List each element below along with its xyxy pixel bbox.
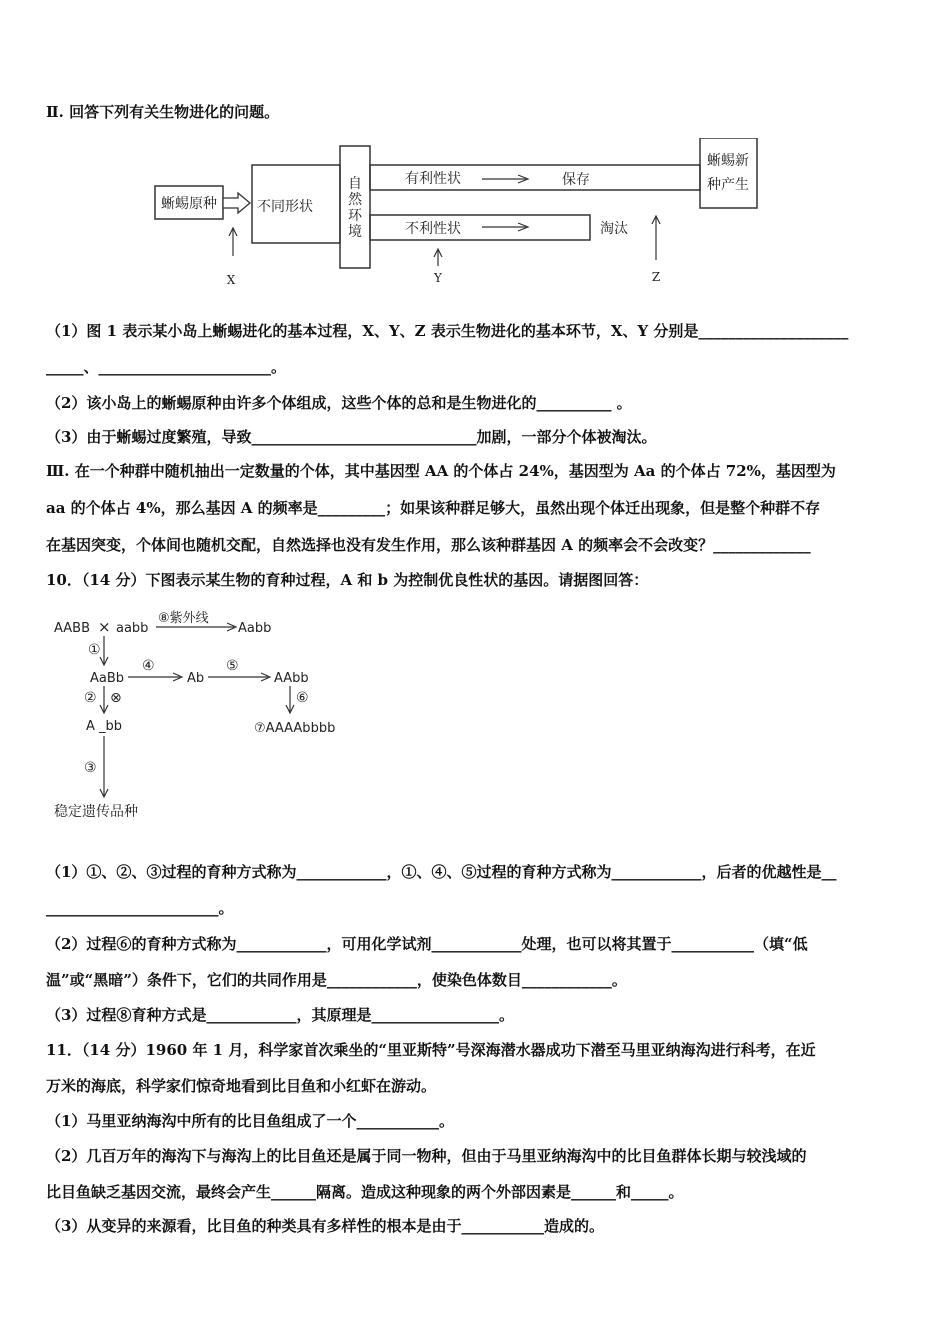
label-x: X xyxy=(226,273,236,287)
step-1-label: ① xyxy=(88,642,101,658)
evolution-diagram xyxy=(150,138,770,290)
q11-line-2: 万米的海底，科学家们惊奇地看到比目鱼和小红虾在游动。 xyxy=(46,1077,437,1095)
stable-variety: 稳定遗传品种 xyxy=(54,804,138,820)
q11-q2-line-2: 比目鱼缺乏基因交流，最终会产生______隔离。造成这种现象的两个外部因素是______和_____。 xyxy=(46,1183,684,1201)
eliminate-label: 淘汰 xyxy=(600,221,628,237)
section2-q2: （2）该小岛上的蜥蜴原种由许多个体组成，这些个体的总和是生物进化的__________ 。 xyxy=(46,394,632,412)
breeding-diagram xyxy=(50,606,350,828)
unfavorable-label: 不利性状 xyxy=(405,221,461,237)
section2-q1-line-1: （1）图 1 表示某小岛上蜥蜴进化的基本过程，X、Y、Z 表示生物进化的基本环节，X、Y 分别是____________________ xyxy=(46,322,849,340)
q10-a3: （3）过程⑧育种方式是____________，其原理是_________________。 xyxy=(46,1006,514,1024)
haploid-ab: Ab xyxy=(187,671,205,686)
q10-header: 10．（14 分）下图表示某生物的育种过程，A 和 b 为控制优良性状的基因。请据图回答： xyxy=(46,571,649,589)
traits-label: 不同形状 xyxy=(257,199,313,215)
step-2-label: ② xyxy=(84,690,97,706)
step-6-label: ⑥ xyxy=(296,690,309,706)
aabb-genotype: AAbb xyxy=(274,671,309,686)
q11-line-1: 11．（14 分）1960 年 1 月，科学家首次乘坐的“里亚斯特”号深海潜水器成功下潜至马里亚纳海沟进行科考，在近 xyxy=(46,1041,816,1059)
favorable-label: 有利性状 xyxy=(405,171,461,187)
cross-symbol: × xyxy=(98,618,111,636)
hollow-arrow-icon xyxy=(223,193,250,213)
label-z: Z xyxy=(651,270,661,284)
f1-genotype: AaBb xyxy=(90,671,125,686)
env-char-4: 境 xyxy=(348,224,362,240)
section2-title: Ⅱ. 回答下列有关生物进化的问题。 xyxy=(46,103,280,121)
a-bb-genotype: A _bb xyxy=(86,719,123,734)
step-7-result: ⑦AAAAbbbb xyxy=(254,721,336,736)
selfing-symbol: ⊗ xyxy=(110,690,122,706)
step-8-label: ⑧紫外线 xyxy=(158,611,209,626)
step-3-label: ③ xyxy=(84,760,97,776)
q10-a2-line-1: （2）过程⑥的育种方式称为____________，可用化学试剂____________处理，也可以将其置于___________（填“低 xyxy=(46,935,808,953)
q10-a2-line-2: 温”或“黑暗”）条件下，它们的共同作用是____________，使染色体数目____________。 xyxy=(46,971,627,989)
new-species-line-1: 蜥蜴新 xyxy=(707,153,749,169)
section3-line-2: aa 的个体占 4%，那么基因 A 的频率是_________；如果该种群足够大，虽然出现个体迁出现象，但是整个种群不存 xyxy=(46,499,821,517)
result-8: Aabb xyxy=(238,621,272,636)
new-species-line-2: 种产生 xyxy=(707,177,749,193)
preserve-label: 保存 xyxy=(562,172,590,188)
parent-1: AABB xyxy=(54,621,90,636)
section2-q1-line-2: _____、_______________________。 xyxy=(46,358,287,376)
section3-line-3: 在基因突变，个体间也随机交配，自然选择也没有发生作用，那么该种群基因 A 的频率会不会改变？_____________ xyxy=(46,536,811,554)
q10-a1-line-2: _______________________。 xyxy=(46,899,234,917)
section3-line-1: Ⅲ. 在一个种群中随机抽出一定数量的个体，其中基因型 AA 的个体占 24%，基因型为 Aa 的个体占 72%，基因型为 xyxy=(46,462,836,480)
parent-2: aabb xyxy=(116,621,149,636)
label-y: Y xyxy=(434,271,442,285)
env-char-1: 自 xyxy=(348,176,362,192)
env-char-3: 环 xyxy=(348,208,362,224)
step-4-label: ④ xyxy=(142,658,155,674)
section2-q3: （3）由于蜥蜴过度繁殖，导致______________________________加剧，一部分个体被淘汰。 xyxy=(46,428,657,446)
env-char-2: 然 xyxy=(348,192,362,208)
q11-q3: （3）从变异的来源看，比目鱼的种类具有多样性的根本是由于___________造成的。 xyxy=(46,1217,604,1235)
step-5-label: ⑤ xyxy=(226,658,239,674)
q11-q1: （1）马里亚纳海沟中所有的比目鱼组成了一个___________。 xyxy=(46,1112,454,1130)
origin-label: 蜥蜴原种 xyxy=(161,196,217,212)
q11-q2-line-1: （2）几百万年的海沟下与海沟上的比目鱼还是属于同一物种，但由于马里亚纳海沟中的比目鱼群体长期与较浅域的 xyxy=(46,1147,807,1165)
q10-a1-line-1: （1）①、②、③过程的育种方式称为____________，①、④、⑤过程的育种方式称为____________，后者的优越性是__ xyxy=(46,863,837,881)
